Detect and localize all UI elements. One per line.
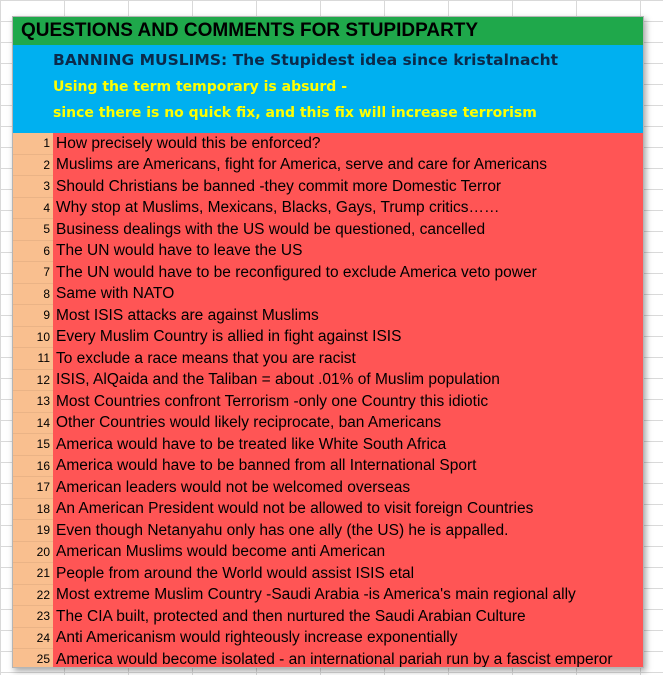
row-number: 12 — [13, 370, 53, 392]
comment-text: Why stop at Muslims, Mexicans, Blacks, Gays, Trump critics…… — [53, 197, 643, 220]
comment-text: People from around the World would assist ISIS etal — [53, 563, 643, 586]
list-item — [13, 327, 643, 349]
comment-text: Most ISIS attacks are against Muslims — [53, 305, 643, 328]
row-number: 21 — [13, 563, 53, 585]
comment-text: Business dealings with the US would be questioned, cancelled — [53, 219, 643, 242]
pasted-table-image — [12, 16, 644, 668]
comment-text: The CIA built, protected and then nurtured the Saudi Arabian Culture — [53, 606, 643, 629]
row-number: 20 — [13, 542, 53, 564]
comment-text: Most extreme Muslim Country -Saudi Arabia -is America's main regional ally — [53, 584, 643, 607]
comment-text: America would have to be banned from all International Sport — [53, 455, 643, 478]
list-item — [13, 284, 643, 306]
row-number: 11 — [13, 348, 53, 370]
list-item — [13, 585, 643, 607]
comment-text: Muslims are Americans, fight for America, serve and care for Americans — [53, 154, 643, 177]
list-item — [13, 628, 643, 650]
list-item — [13, 520, 643, 542]
list-item — [13, 305, 643, 327]
row-number: 2 — [13, 155, 53, 177]
list-item — [13, 348, 643, 370]
comment-text: America would have to be treated like White South Africa — [53, 434, 643, 457]
list-item — [13, 391, 643, 413]
row-number: 25 — [13, 649, 53, 668]
comment-text: The UN would have to be reconfigured to exclude America veto power — [53, 262, 643, 285]
row-number: 24 — [13, 628, 53, 650]
row-number: 7 — [13, 262, 53, 284]
list-item — [13, 241, 643, 263]
comment-text: Most Countries confront Terrorism -only one Country this idiotic — [53, 391, 643, 414]
comment-text: Anti Americanism would righteously increase exponentially — [53, 627, 643, 650]
list-item — [13, 434, 643, 456]
list-item — [13, 499, 643, 521]
comment-text: Even though Netanyahu only has one ally (the US) he is appalled. — [53, 520, 643, 543]
header-subline-1: Using the term temporary is absurd - — [53, 79, 347, 95]
header-block — [13, 45, 643, 133]
list-item — [13, 198, 643, 220]
comment-text: American Muslims would become anti American — [53, 541, 643, 564]
row-number: 6 — [13, 241, 53, 263]
header-subline-2: since there is no quick fix, and this fix will increase terrorism — [53, 105, 537, 121]
list-item — [13, 176, 643, 198]
row-number: 16 — [13, 456, 53, 478]
comment-text: Every Muslim Country is allied in fight against ISIS — [53, 326, 643, 349]
table-title: QUESTIONS AND COMMENTS FOR STUPIDPARTY — [13, 17, 643, 45]
list-item — [13, 606, 643, 628]
row-number: 9 — [13, 305, 53, 327]
row-number: 17 — [13, 477, 53, 499]
list-item — [13, 155, 643, 177]
row-number: 8 — [13, 284, 53, 306]
list-item — [13, 563, 643, 585]
row-number: 23 — [13, 606, 53, 628]
comment-text: American leaders would not be welcomed overseas — [53, 477, 643, 500]
comment-text: To exclude a race means that you are racist — [53, 348, 643, 371]
row-number: 3 — [13, 176, 53, 198]
row-number: 5 — [13, 219, 53, 241]
comment-text: How precisely would this be enforced? — [53, 133, 643, 156]
row-number: 10 — [13, 327, 53, 349]
list-item — [13, 413, 643, 435]
list-item — [13, 133, 643, 155]
comment-text: An American President would not be allowed to visit foreign Countries — [53, 498, 643, 521]
comment-text: Other Countries would likely reciprocate, ban Americans — [53, 412, 643, 435]
row-number: 13 — [13, 391, 53, 413]
row-number: 22 — [13, 585, 53, 607]
comment-text: Same with NATO — [53, 283, 643, 306]
comment-text: America would become isolated - an international pariah run by a fascist emperor — [53, 649, 643, 669]
comment-text: The UN would have to leave the US — [53, 240, 643, 263]
list-item — [13, 542, 643, 564]
list-item — [13, 477, 643, 499]
row-number: 4 — [13, 198, 53, 220]
comment-text: ISIS, AlQaida and the Taliban = about .01% of Muslim population — [53, 369, 643, 392]
comments-list — [13, 133, 643, 668]
comment-text: Should Christians be banned -they commit more Domestic Terror — [53, 176, 643, 199]
list-item — [13, 370, 643, 392]
list-item — [13, 262, 643, 284]
list-item — [13, 649, 643, 668]
row-number: 1 — [13, 133, 53, 155]
list-item — [13, 456, 643, 478]
row-number: 19 — [13, 520, 53, 542]
header-headline: BANNING MUSLIMS: The Stupidest idea since kristalnacht — [53, 51, 559, 69]
list-item — [13, 219, 643, 241]
row-number: 14 — [13, 413, 53, 435]
row-number: 18 — [13, 499, 53, 521]
row-number: 15 — [13, 434, 53, 456]
